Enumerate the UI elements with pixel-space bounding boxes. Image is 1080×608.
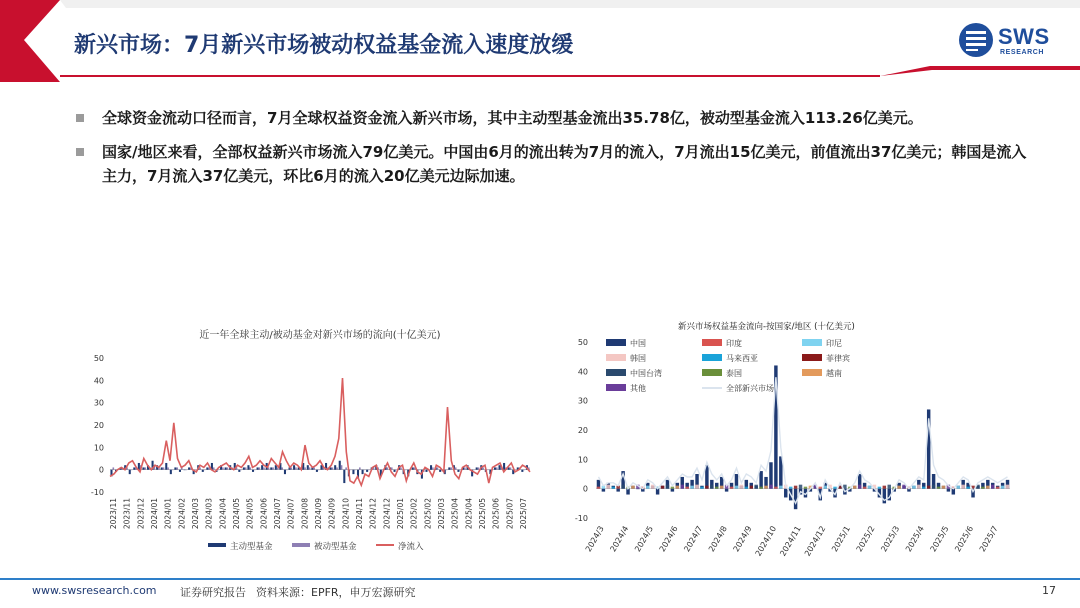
bar-passive [400, 467, 402, 469]
bar-other-country [1001, 486, 1004, 489]
x-tick-label: 2023/11 [109, 498, 118, 530]
bar-active [293, 465, 295, 469]
x-tick-label: 2025/07 [519, 498, 528, 530]
x-tick-label: 2024/12 [368, 498, 378, 530]
logo-wordmark: SWS [998, 24, 1050, 49]
left-chart [80, 320, 540, 560]
bar-active [499, 465, 501, 469]
x-tick-label: 2025/04 [464, 498, 474, 530]
bar-other-country [745, 487, 748, 489]
legend-label: 韩国 [630, 354, 646, 363]
bar-active [494, 467, 496, 469]
bar-other-country [740, 485, 743, 489]
bar-china [725, 489, 728, 492]
y-tick-label: 30 [93, 398, 104, 408]
bar-other-country [853, 486, 856, 489]
x-tick-label: 2024/11 [778, 524, 803, 558]
bar-passive [286, 470, 288, 471]
footer-url-link[interactable]: www.swsresearch.com [32, 584, 157, 597]
bar-other-country [661, 486, 664, 489]
bar-other-country [769, 485, 772, 489]
page-number: 17 [1042, 584, 1056, 597]
bar-passive [418, 470, 420, 471]
bullet-square-icon [76, 114, 84, 122]
y-tick-label: -10 [574, 514, 588, 523]
bar-passive [336, 467, 338, 469]
bar-passive [446, 470, 448, 471]
bar-passive [309, 467, 311, 469]
bar-passive [473, 470, 475, 471]
y-tick-label: 50 [93, 354, 104, 363]
bar-active [352, 470, 354, 474]
bar-passive [245, 467, 247, 469]
bar-passive [345, 467, 347, 469]
bar-other-country [681, 485, 684, 489]
x-tick-label: 2024/10 [753, 524, 779, 558]
bar-active [133, 467, 135, 469]
bar-passive [263, 467, 265, 469]
bar-other-country [922, 487, 925, 489]
bar-active [257, 467, 259, 469]
bar-other-country [715, 487, 718, 489]
bar-other-country [942, 486, 945, 489]
bar-active [261, 465, 263, 469]
y-tick-label: 10 [93, 443, 104, 453]
bar-active [521, 470, 523, 472]
bar-passive [464, 467, 466, 469]
bar-passive [496, 467, 498, 469]
bar-other-country [631, 486, 634, 489]
x-tick-label: 2025/3 [879, 524, 902, 554]
bar-other-country [888, 485, 891, 489]
bar-china [784, 489, 787, 498]
x-tick-label: 2024/10 [341, 498, 351, 530]
bar-passive [131, 470, 133, 471]
bar-other-country [685, 487, 688, 489]
bar-china [616, 489, 619, 492]
bar-passive [167, 467, 169, 469]
bar-active [425, 470, 427, 472]
legend-label: 菲律宾 [826, 354, 850, 363]
bar-active [476, 467, 478, 469]
y-tick-label: -10 [90, 488, 104, 497]
bar-other-country [981, 487, 984, 489]
y-tick-label: 20 [93, 421, 104, 430]
bar-other-country [927, 486, 930, 489]
header-red-chevron [0, 0, 60, 82]
bar-other-country [868, 486, 871, 489]
bar-passive [213, 467, 215, 469]
bar-passive [313, 467, 315, 469]
x-tick-label: 2024/8 [706, 524, 729, 554]
bar-other-country [961, 485, 964, 489]
legend-label: 净流入 [398, 542, 424, 552]
bar-other-country [597, 487, 600, 489]
bar-passive [450, 467, 452, 469]
bar-passive [163, 467, 165, 469]
bar-passive [510, 467, 512, 469]
bar-other-country [612, 487, 615, 489]
legend-swatch [606, 369, 626, 376]
x-tick-label: 2024/05 [232, 498, 241, 530]
x-tick-label: 2024/4 [608, 524, 631, 554]
x-tick-label: 2024/9 [731, 524, 754, 554]
bar-active [170, 470, 172, 474]
bar-passive [249, 467, 251, 469]
y-tick-label: 40 [577, 367, 588, 377]
x-tick-label: 2024/7 [682, 524, 705, 554]
bar-passive [432, 467, 434, 469]
summary-bullets [76, 106, 1036, 198]
bar-other-country [799, 485, 802, 489]
bar-other-country [991, 485, 994, 489]
bar-passive [318, 470, 320, 471]
x-tick-label: 2024/08 [300, 498, 310, 530]
bar-active [503, 463, 505, 470]
x-tick-label: 2024/01 [163, 498, 173, 530]
bar-china [759, 471, 762, 489]
x-tick-label: 2024/11 [355, 498, 364, 530]
bar-other-country [986, 486, 989, 489]
slide-header [0, 0, 1080, 82]
x-tick-label: 2025/04 [450, 498, 460, 530]
bar-passive [295, 467, 297, 469]
total-em-line [599, 377, 1008, 503]
legend-label: 印度 [726, 339, 742, 348]
x-tick-label: 2025/5 [928, 524, 951, 554]
x-tick-label: 2025/07 [505, 498, 515, 530]
legend-swatch [606, 354, 626, 361]
bar-active [165, 463, 167, 470]
bullet-square-icon [76, 148, 84, 156]
bar-other-country [858, 485, 861, 489]
bar-other-country [759, 487, 762, 489]
bar-active [179, 470, 181, 472]
bar-passive [487, 470, 489, 471]
bar-passive [227, 467, 229, 469]
bar-active [284, 470, 286, 474]
bar-china [636, 489, 639, 490]
bar-other-country [937, 487, 940, 489]
bar-other-country [750, 486, 753, 489]
y-tick-label: 30 [577, 396, 588, 406]
bar-passive [240, 470, 242, 471]
bar-passive [272, 467, 274, 469]
bar-china [671, 489, 674, 492]
bar-active [202, 470, 204, 472]
bullet-text: 国家/地区来看，全部权益新兴市场流入79亿美元。中国由6月的流出转为7月的流入，7月流出15亿美元，前值流出37亿美元；韩国是流入主力，7月流入37亿美元，环比6月的流入20亿美元边际加速。 [102, 143, 1027, 185]
x-tick-label: 2024/07 [286, 498, 296, 530]
bar-passive [254, 470, 256, 471]
bar-passive [350, 470, 352, 471]
legend-label: 被动型基金 [314, 542, 357, 552]
bar-passive [437, 467, 439, 469]
bar-active [343, 470, 345, 483]
y-tick-label: 40 [93, 376, 104, 386]
x-tick-label: 2025/02 [409, 498, 419, 530]
legend-swatch [802, 369, 822, 376]
bar-other-country [833, 487, 836, 489]
bar-other-country [607, 485, 610, 489]
bar-china [952, 489, 955, 495]
bar-passive [259, 467, 261, 469]
bar-active [238, 470, 240, 472]
x-tick-label: 2024/03 [191, 498, 200, 530]
bar-active [307, 465, 309, 469]
right-chart [560, 316, 1030, 566]
bar-other-country [966, 487, 969, 489]
x-tick-label: 2024/05 [245, 498, 255, 530]
bar-other-country [621, 485, 624, 489]
bar-passive [341, 465, 343, 469]
bar-active [161, 467, 163, 469]
x-tick-label: 2024/09 [314, 498, 323, 530]
bar-active [188, 467, 190, 469]
legend-label: 主动型基金 [230, 542, 273, 552]
bar-other-country [646, 486, 649, 489]
bar-active [252, 470, 254, 472]
x-tick-label: 2024/06 [259, 498, 269, 530]
x-tick-label: 2023/11 [122, 498, 132, 530]
bar-other-country [690, 486, 693, 489]
bar-other-country [863, 487, 866, 489]
bar-china [947, 489, 950, 492]
x-tick-label: 2024/07 [273, 498, 282, 530]
bar-active [225, 467, 227, 469]
y-tick-label: 50 [577, 338, 588, 347]
x-tick-label: 2025/05 [478, 498, 487, 530]
footer-rule [0, 578, 1080, 580]
sws-logo-icon [958, 22, 994, 58]
legend-swatch [606, 339, 626, 346]
bar-passive [364, 470, 366, 471]
legend-label: 泰国 [726, 369, 742, 378]
bullet-item [76, 140, 1036, 188]
chart-title: 近一年全球主动/被动基金对新兴市场的流向(十亿美元) [199, 330, 441, 341]
bar-other-country [735, 486, 738, 489]
bar-other-country [794, 486, 797, 489]
bar-passive [222, 467, 224, 469]
x-tick-label: 2025/7 [977, 524, 1000, 554]
bar-other-country [720, 486, 723, 489]
bar-other-country [695, 485, 698, 489]
x-tick-label: 2024/09 [327, 498, 337, 530]
legend-swatch [802, 354, 822, 361]
bar-passive [478, 467, 480, 469]
x-tick-label: 2025/1 [830, 524, 852, 554]
bar-active [362, 470, 364, 474]
bar-other-country [764, 486, 767, 489]
bar-active [184, 470, 186, 471]
bar-active [243, 467, 245, 469]
y-tick-label: 0 [98, 465, 104, 475]
bar-other-country [996, 487, 999, 489]
bar-other-country [789, 487, 792, 489]
bar-passive [523, 470, 525, 471]
legend-label: 越南 [826, 369, 842, 378]
page-title: 新兴市场：7月新兴市场被动权益基金流入速度放缓 [74, 33, 574, 58]
bar-other-country [932, 485, 935, 489]
bar-other-country [774, 487, 777, 489]
bar-other-country [710, 485, 713, 489]
logo-subtitle: RESEARCH [1000, 49, 1045, 56]
bar-other-country [705, 486, 708, 489]
bar-other-country [700, 487, 703, 489]
bar-active [174, 467, 176, 469]
x-tick-label: 2025/03 [437, 498, 446, 530]
bar-active [366, 470, 368, 472]
bullet-item [76, 106, 1036, 130]
bar-passive [195, 470, 197, 471]
bar-active [129, 470, 131, 474]
bar-passive [332, 467, 334, 469]
bar-active [430, 465, 432, 469]
x-tick-label: 2024/04 [218, 498, 228, 530]
legend-label: 印尼 [826, 339, 842, 348]
bullet-text: 全球资金流动口径而言，7月全球权益资金流入新兴市场，其中主动型基金流出35.78亿，被动型基金流入113.26亿美元。 [102, 109, 923, 127]
bar-other-country [957, 486, 960, 489]
left-chart-svg [80, 320, 540, 560]
bar-active [412, 467, 414, 469]
y-tick-label: 10 [577, 455, 588, 465]
bar-passive [186, 470, 188, 471]
x-tick-label: 2024/03 [204, 498, 214, 530]
bar-active [439, 470, 441, 472]
bar-active [316, 470, 318, 472]
bar-other-country [804, 487, 807, 489]
bar-other-country [1006, 485, 1009, 489]
footer-report-label: 证券研究报告 [180, 586, 246, 599]
bar-passive [386, 467, 388, 469]
legend-swatch [606, 384, 626, 391]
bar-other-country [897, 486, 900, 489]
bar-other-country [819, 487, 822, 489]
legend-swatch [292, 543, 310, 547]
bar-active [247, 465, 249, 469]
bar-other-country [779, 486, 782, 489]
bar-other-country [883, 486, 886, 489]
bar-passive [354, 470, 356, 471]
x-tick-label: 2024/5 [633, 524, 655, 554]
x-tick-label: 2024/12 [802, 524, 828, 558]
x-tick-label: 2024/3 [583, 524, 606, 554]
x-tick-label: 2024/01 [150, 498, 159, 530]
bar-active [394, 470, 396, 472]
bar-active [448, 467, 450, 469]
bar-passive [304, 467, 306, 469]
bar-other-country [666, 485, 669, 489]
x-tick-label: 2024/6 [657, 524, 680, 554]
sws-logo [958, 22, 1058, 62]
legend-swatch [702, 369, 722, 376]
legend-label: 其他 [630, 384, 646, 393]
x-tick-label: 2025/02 [423, 498, 433, 530]
legend-label: 中国台湾 [630, 369, 662, 378]
bar-passive [391, 467, 393, 469]
legend-label: 全部新兴市场 [726, 384, 774, 393]
legend-swatch [208, 543, 226, 547]
bar-other-country [676, 486, 679, 489]
legend-label: 中国 [630, 339, 646, 348]
bar-passive [113, 467, 115, 469]
bar-other-country [730, 487, 733, 489]
bar-passive [482, 467, 484, 469]
x-tick-label: 2025/4 [903, 524, 926, 554]
bar-active [334, 465, 336, 469]
bar-passive [281, 467, 283, 469]
x-tick-label: 2025/06 [491, 498, 501, 530]
bar-passive [405, 470, 407, 471]
bar-passive [359, 467, 361, 469]
legend-label: 马来西亚 [726, 354, 758, 363]
bar-active [206, 467, 208, 469]
bar-active [339, 461, 341, 470]
bar-other-country [754, 485, 757, 489]
legend-swatch [702, 354, 722, 361]
x-tick-label: 2024/12 [382, 498, 392, 530]
bar-passive [176, 467, 178, 469]
bar-other-country [912, 486, 915, 489]
x-tick-label: 2024/02 [177, 498, 187, 530]
legend-swatch [802, 339, 822, 346]
bar-passive [291, 467, 293, 469]
bar-passive [455, 467, 457, 469]
x-tick-label: 2025/6 [953, 524, 976, 554]
x-tick-label: 2023/12 [136, 498, 146, 530]
bar-passive [204, 470, 206, 471]
bar-active [457, 470, 459, 472]
bar-passive [368, 470, 370, 471]
bar-other-country [878, 487, 881, 489]
bar-active [270, 467, 272, 469]
bar-passive [144, 467, 146, 469]
y-tick-label: 0 [582, 484, 588, 494]
y-tick-label: 20 [577, 426, 588, 435]
bar-other-country [671, 487, 674, 489]
footer-source: 资料来源：EPFR，申万宏源研究 [256, 586, 416, 599]
bar-china [602, 489, 605, 492]
bar-other-country [917, 485, 920, 489]
right-chart-svg [560, 316, 1030, 566]
x-tick-label: 2025/01 [396, 498, 405, 530]
chart-title: 新兴市场权益基金流向-按国家/地区 (十亿美元) [678, 322, 855, 332]
bar-active [142, 467, 144, 469]
x-tick-label: 2025/2 [854, 524, 877, 554]
bar-passive [172, 470, 174, 471]
legend-swatch [702, 339, 722, 346]
